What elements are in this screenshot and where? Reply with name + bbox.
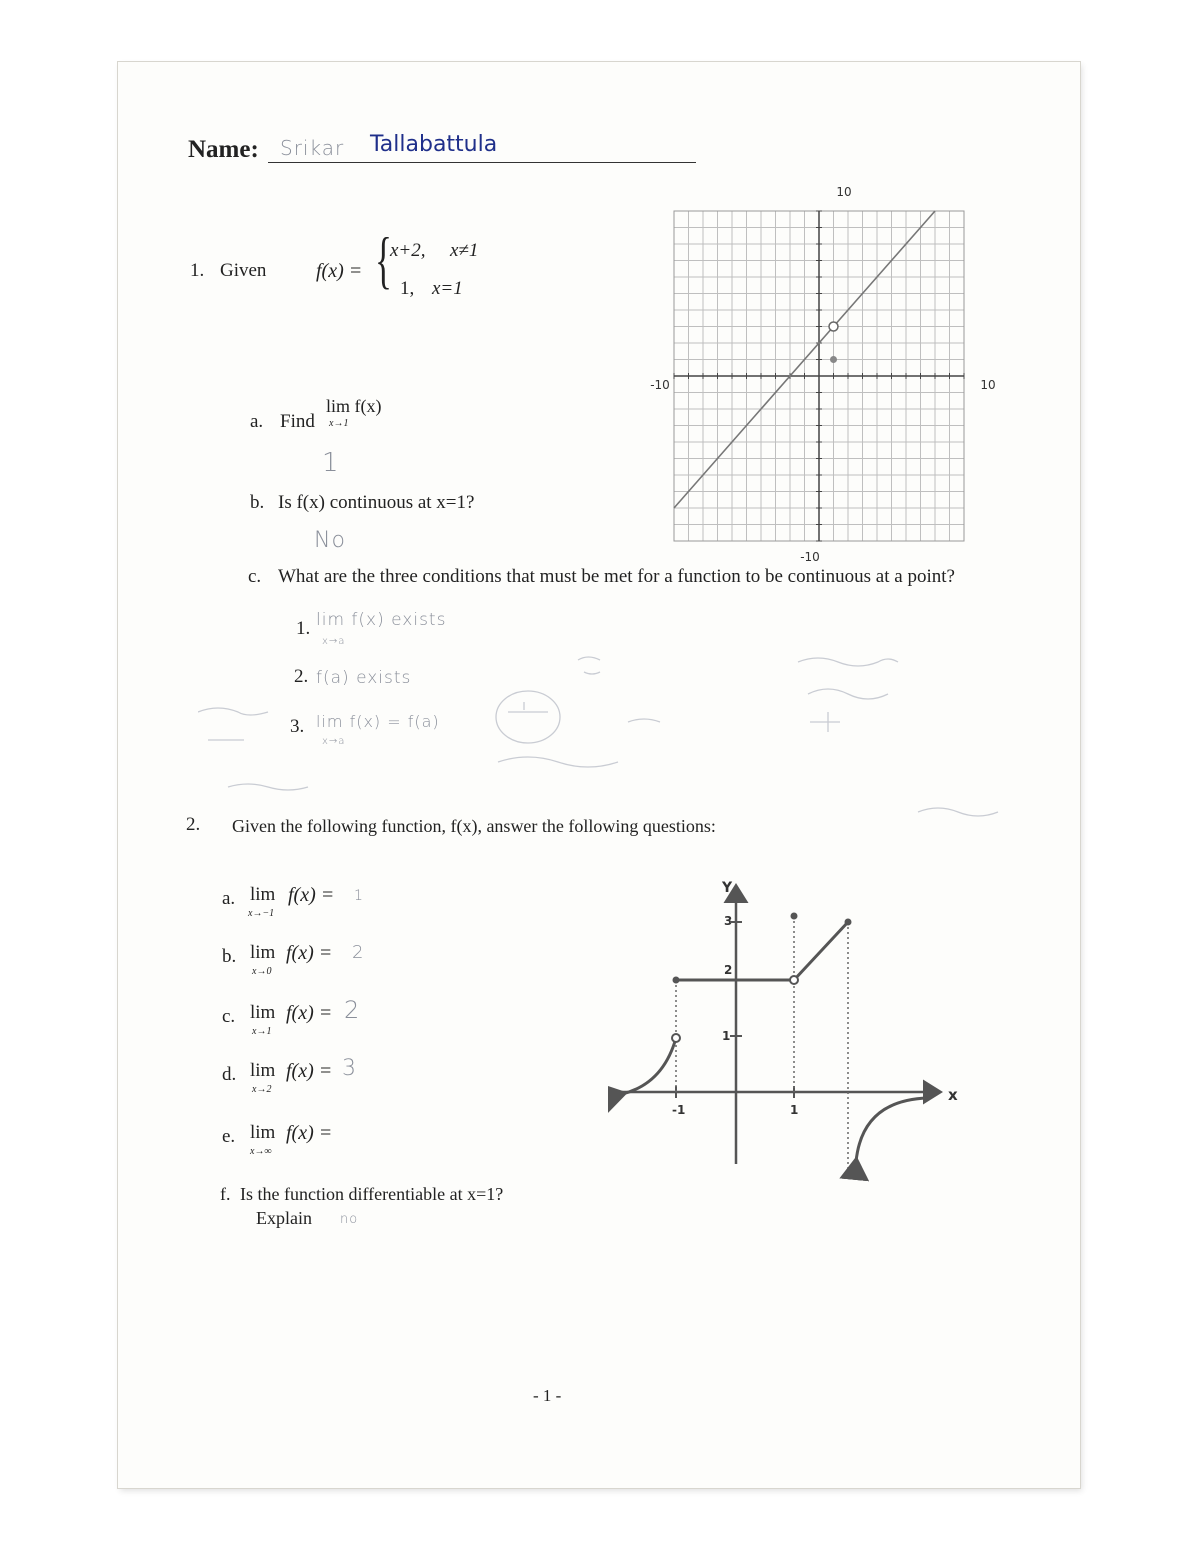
q2-graph-x-axis-label: x	[948, 1086, 958, 1104]
q2-graph-closed-point-1	[791, 913, 798, 920]
q2d-expr: f(x) =	[286, 1060, 333, 1082]
q2b-lim: lim	[250, 942, 276, 963]
q2-graph-closed-point-neg1	[673, 977, 680, 984]
q1b-text: Is f(x) continuous at x=1?	[278, 492, 475, 513]
q2-graph-rising-segment	[794, 922, 848, 980]
condition-3-number: 3.	[290, 716, 305, 737]
q2c-lim: lim	[250, 1002, 276, 1023]
condition-2-answer: f(a) exists	[316, 668, 412, 688]
q2a-expr: f(x) =	[288, 884, 335, 906]
q1a-label: a.	[250, 411, 264, 432]
q1-graph-grid	[674, 211, 964, 541]
q1-graph-closed-point	[830, 356, 837, 363]
page-number: - 1 -	[533, 1386, 562, 1405]
q2b-sub: x→0	[252, 966, 272, 977]
q2-graph-closed-point-2	[845, 919, 852, 926]
q2e-label: e.	[222, 1126, 236, 1147]
q2-text: Given the following function, f(x), answer the following questions:	[232, 816, 716, 836]
student-last-name: Tallabattula	[370, 132, 498, 157]
q1-graph-open-point	[829, 322, 838, 331]
erased-scratch-work	[198, 622, 1078, 882]
name-label: Name:	[188, 136, 259, 163]
q2c-answer: 2	[344, 996, 361, 1024]
q1c-text: What are the three conditions that must be met for a function to be continuous at a point?	[278, 566, 955, 587]
condition-1-number: 1.	[296, 618, 311, 639]
q1-graph-x-min-label: -10	[650, 378, 670, 392]
q1-brace: {	[375, 224, 392, 295]
q2-graph-tick-xneg1: -1	[672, 1103, 686, 1117]
q2b-label: b.	[222, 946, 237, 967]
condition-3-sub: x→a	[322, 736, 346, 747]
q2a-sub: x→−1	[248, 908, 275, 919]
q2e-lim: lim	[250, 1122, 276, 1143]
q2f-explain: Explain	[256, 1208, 312, 1228]
q1-graph	[638, 177, 998, 567]
q1b-answer: No	[314, 528, 346, 553]
q2-graph-open-point-1	[790, 976, 798, 984]
student-first-name: Srikar	[280, 136, 345, 160]
q2b-answer: 2	[352, 942, 365, 963]
q2f-label: f.	[220, 1184, 231, 1204]
q2e-sub: x→∞	[250, 1146, 272, 1157]
q2-number: 2.	[186, 814, 201, 835]
q2a-label: a.	[222, 888, 236, 909]
q2c-sub: x→1	[252, 1026, 272, 1037]
q1a-text: Find	[280, 411, 315, 432]
q2a-lim: lim	[250, 884, 276, 905]
q2-graph-curve-left	[622, 1038, 676, 1094]
q1a-limit: lim f(x)	[326, 396, 382, 416]
q2-graph-tick-y3: 3	[724, 914, 733, 928]
q2d-label: d.	[222, 1064, 237, 1085]
q1-case1-expr: x+2,	[390, 240, 426, 261]
condition-1-sub: x→a	[322, 636, 346, 647]
q2d-lim: lim	[250, 1060, 276, 1081]
q1-function-lhs: f(x) =	[316, 260, 363, 282]
worksheet-page	[118, 62, 1080, 1488]
q2-graph-tick-y2: 2	[724, 963, 733, 977]
q2f-answer: no	[340, 1212, 359, 1227]
q1a-answer: 1	[322, 448, 340, 478]
q1-case2-cond: x=1	[432, 278, 463, 299]
q1-case2-expr: 1,	[400, 278, 415, 299]
q2c-label: c.	[222, 1006, 236, 1027]
q2f-text: Is the function differentiable at x=1?	[240, 1184, 504, 1204]
name-underline	[268, 162, 696, 163]
q1c-label: c.	[248, 566, 262, 587]
q2-graph-tick-x1: 1	[790, 1103, 799, 1117]
q2c-expr: f(x) =	[286, 1002, 333, 1024]
q2-graph	[608, 872, 968, 1192]
condition-3-answer: lim f(x) = f(a)	[316, 712, 440, 731]
condition-1-answer: lim f(x) exists	[316, 610, 447, 630]
q2d-answer: 3	[342, 1056, 357, 1081]
q2d-sub: x→2	[252, 1084, 272, 1095]
q2-graph-curve-right	[856, 1098, 928, 1162]
q1-number: 1.	[190, 260, 205, 281]
q2b-expr: f(x) =	[286, 942, 333, 964]
q2-graph-open-point-neg1	[672, 1034, 680, 1042]
q1-graph-x-max-label: 10	[980, 378, 996, 392]
q1-graph-y-max-label: 10	[836, 185, 852, 199]
q1-case1-cond: x≠1	[450, 240, 479, 261]
condition-2-number: 2.	[294, 666, 309, 687]
q1-graph-y-min-label: -10	[800, 550, 820, 564]
q1a-limit-sub: x→1	[329, 418, 349, 429]
q2-graph-tick-y1: 1	[722, 1029, 731, 1043]
q2-graph-y-axis-label: Y	[722, 880, 733, 896]
q1b-label: b.	[250, 492, 265, 513]
q2e-expr: f(x) =	[286, 1122, 333, 1144]
q2a-answer: 1	[354, 888, 364, 904]
q1-given: Given	[220, 260, 267, 281]
